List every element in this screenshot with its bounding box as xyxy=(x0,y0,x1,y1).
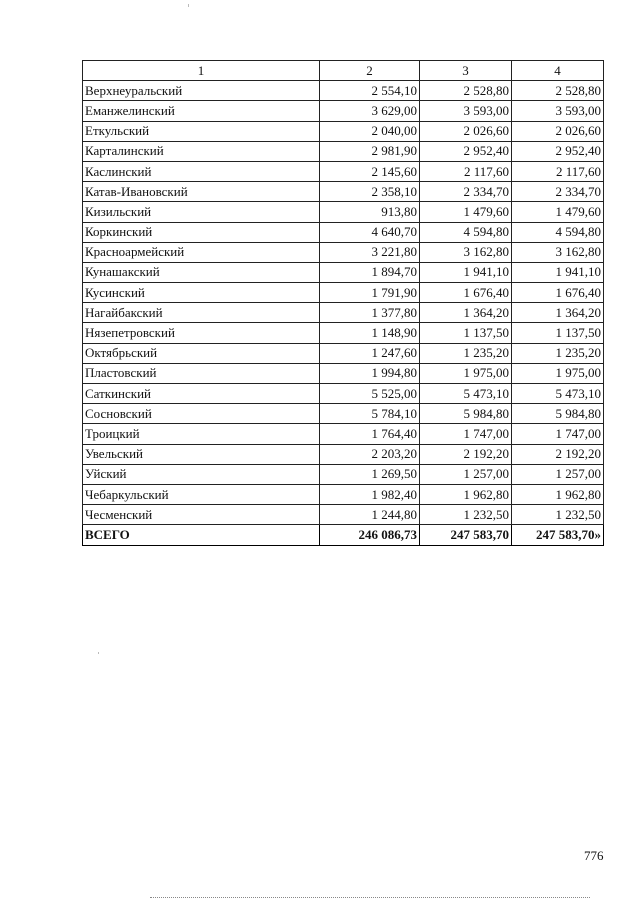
value-cell-col3: 5 473,10 xyxy=(420,384,512,404)
value-cell-col2: 2 358,10 xyxy=(320,182,420,202)
value-cell-col2: 2 145,60 xyxy=(320,161,420,181)
district-name-cell: Саткинский xyxy=(83,384,320,404)
table-row xyxy=(83,202,604,222)
district-name-cell: Пластовский xyxy=(83,363,320,383)
district-name-cell: Троицкий xyxy=(83,424,320,444)
value-cell-col2: 2 040,00 xyxy=(320,121,420,141)
value-cell-col3: 4 594,80 xyxy=(420,222,512,242)
value-cell-col2: 1 244,80 xyxy=(320,505,420,525)
district-name-cell: Карталинский xyxy=(83,141,320,161)
value-cell-col3: 1 676,40 xyxy=(420,283,512,303)
scan-speck xyxy=(98,652,99,654)
page-number: 776 xyxy=(584,848,604,863)
value-cell-col2: 5 525,00 xyxy=(320,384,420,404)
value-cell-col3: 5 984,80 xyxy=(420,404,512,424)
value-cell-col3: 1 747,00 xyxy=(420,424,512,444)
value-cell-col3: 1 137,50 xyxy=(420,323,512,343)
value-cell-col3: 2 528,80 xyxy=(420,81,512,101)
table-row xyxy=(83,363,604,383)
value-cell-col4: 1 232,50 xyxy=(512,505,604,525)
value-cell-col4: 5 473,10 xyxy=(512,384,604,404)
table-row xyxy=(83,182,604,202)
column-header: 1 xyxy=(83,61,320,81)
value-cell-col3: 1 232,50 xyxy=(420,505,512,525)
value-cell-col4: 1 257,00 xyxy=(512,464,604,484)
value-cell-col2: 1 982,40 xyxy=(320,484,420,504)
value-cell-col3: 2 952,40 xyxy=(420,141,512,161)
value-cell-col2: 2 981,90 xyxy=(320,141,420,161)
value-cell-col2: 1 894,70 xyxy=(320,262,420,282)
value-cell-col4: 2 334,70 xyxy=(512,182,604,202)
value-cell-col3: 1 235,20 xyxy=(420,343,512,363)
table-row xyxy=(83,101,604,121)
value-cell-col2: 4 640,70 xyxy=(320,222,420,242)
value-cell-col4: 4 594,80 xyxy=(512,222,604,242)
value-cell-col3: 2 117,60 xyxy=(420,161,512,181)
district-name-cell: Октябрьский xyxy=(83,343,320,363)
value-cell-col2: 1 791,90 xyxy=(320,283,420,303)
footer-divider xyxy=(150,897,590,898)
value-cell-col4: 2 528,80 xyxy=(512,81,604,101)
value-cell-col2: 2 203,20 xyxy=(320,444,420,464)
value-cell-col4: 2 192,20 xyxy=(512,444,604,464)
total-value-col2: 246 086,73 xyxy=(320,525,420,545)
table-row xyxy=(83,464,604,484)
table-row xyxy=(83,303,604,323)
value-cell-col4: 1 137,50 xyxy=(512,323,604,343)
value-cell-col2: 5 784,10 xyxy=(320,404,420,424)
district-name-cell: Катав-Ивановский xyxy=(83,182,320,202)
value-cell-col4: 2 026,60 xyxy=(512,121,604,141)
table-total-row xyxy=(83,525,604,545)
district-name-cell: Красноармейский xyxy=(83,242,320,262)
value-cell-col2: 3 221,80 xyxy=(320,242,420,262)
table-row xyxy=(83,323,604,343)
column-header: 4 xyxy=(512,61,604,81)
district-name-cell: Нязепетровский xyxy=(83,323,320,343)
value-cell-col4: 5 984,80 xyxy=(512,404,604,424)
district-name-cell: Чесменский xyxy=(83,505,320,525)
total-value-col4: 247 583,70» xyxy=(512,525,604,545)
value-cell-col3: 1 479,60 xyxy=(420,202,512,222)
value-cell-col4: 1 747,00 xyxy=(512,424,604,444)
table-row xyxy=(83,424,604,444)
value-cell-col3: 1 364,20 xyxy=(420,303,512,323)
value-cell-col2: 1 764,40 xyxy=(320,424,420,444)
value-cell-col2: 3 629,00 xyxy=(320,101,420,121)
table-row xyxy=(83,384,604,404)
value-cell-col2: 913,80 xyxy=(320,202,420,222)
table-row xyxy=(83,404,604,424)
value-cell-col2: 1 148,90 xyxy=(320,323,420,343)
district-name-cell: Кунашакский xyxy=(83,262,320,282)
district-name-cell: Коркинский xyxy=(83,222,320,242)
total-value-col3: 247 583,70 xyxy=(420,525,512,545)
table-row xyxy=(83,161,604,181)
value-cell-col3: 1 975,00 xyxy=(420,363,512,383)
value-cell-col2: 1 377,80 xyxy=(320,303,420,323)
value-cell-col3: 1 941,10 xyxy=(420,262,512,282)
value-cell-col3: 2 334,70 xyxy=(420,182,512,202)
value-cell-col2: 1 269,50 xyxy=(320,464,420,484)
table-row xyxy=(83,81,604,101)
value-cell-col3: 1 962,80 xyxy=(420,484,512,504)
total-label-cell: ВСЕГО xyxy=(83,525,320,545)
district-name-cell: Еткульский xyxy=(83,121,320,141)
district-name-cell: Нагайбакский xyxy=(83,303,320,323)
budget-table xyxy=(82,60,604,546)
table-row xyxy=(83,283,604,303)
table-row xyxy=(83,121,604,141)
value-cell-col2: 1 994,80 xyxy=(320,363,420,383)
district-name-cell: Кизильский xyxy=(83,202,320,222)
value-cell-col4: 1 975,00 xyxy=(512,363,604,383)
value-cell-col2: 2 554,10 xyxy=(320,81,420,101)
table-row xyxy=(83,444,604,464)
value-cell-col3: 3 593,00 xyxy=(420,101,512,121)
column-header: 2 xyxy=(320,61,420,81)
value-cell-col4: 1 941,10 xyxy=(512,262,604,282)
district-name-cell: Еманжелинский xyxy=(83,101,320,121)
table-row xyxy=(83,141,604,161)
district-name-cell: Верхнеуральский xyxy=(83,81,320,101)
table-body xyxy=(83,81,604,545)
scan-speck xyxy=(188,4,189,7)
district-name-cell: Кусинский xyxy=(83,283,320,303)
value-cell-col3: 1 257,00 xyxy=(420,464,512,484)
value-cell-col4: 1 479,60 xyxy=(512,202,604,222)
column-header: 3 xyxy=(420,61,512,81)
value-cell-col4: 3 593,00 xyxy=(512,101,604,121)
district-name-cell: Сосновский xyxy=(83,404,320,424)
value-cell-col4: 1 364,20 xyxy=(512,303,604,323)
table-header-row xyxy=(83,61,604,81)
value-cell-col4: 1 235,20 xyxy=(512,343,604,363)
district-name-cell: Увельский xyxy=(83,444,320,464)
table-row xyxy=(83,343,604,363)
value-cell-col3: 2 026,60 xyxy=(420,121,512,141)
value-cell-col4: 2 952,40 xyxy=(512,141,604,161)
value-cell-col4: 2 117,60 xyxy=(512,161,604,181)
table-row xyxy=(83,484,604,504)
value-cell-col3: 2 192,20 xyxy=(420,444,512,464)
district-name-cell: Чебаркульский xyxy=(83,484,320,504)
value-cell-col2: 1 247,60 xyxy=(320,343,420,363)
value-cell-col4: 1 962,80 xyxy=(512,484,604,504)
value-cell-col3: 3 162,80 xyxy=(420,242,512,262)
table-row xyxy=(83,505,604,525)
table-row xyxy=(83,242,604,262)
table-row xyxy=(83,262,604,282)
district-name-cell: Уйский xyxy=(83,464,320,484)
district-name-cell: Каслинский xyxy=(83,161,320,181)
table-row xyxy=(83,222,604,242)
value-cell-col4: 3 162,80 xyxy=(512,242,604,262)
value-cell-col4: 1 676,40 xyxy=(512,283,604,303)
